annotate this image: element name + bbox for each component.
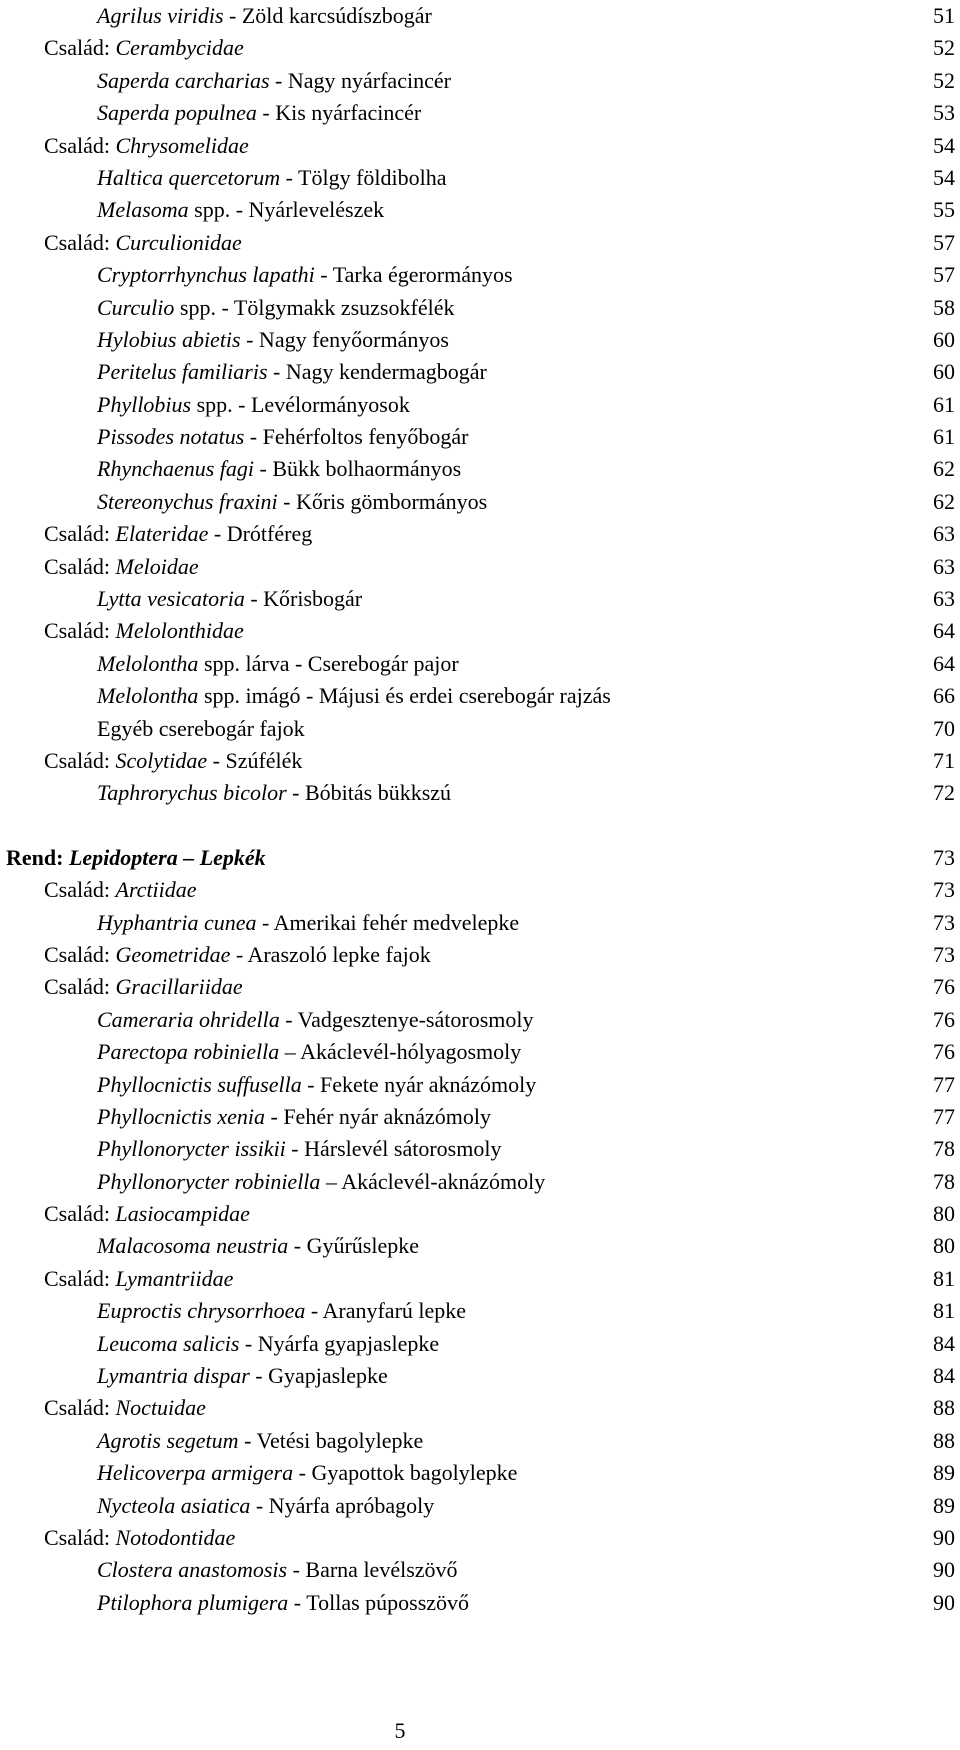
toc-entry-title xyxy=(44,615,244,647)
title-text: - Barna levélszövő xyxy=(287,1557,458,1583)
title-text: - Amerikai fehér medvelepke xyxy=(256,909,520,935)
title-text: Család: xyxy=(44,1524,116,1550)
toc-entry-species[interactable] xyxy=(0,583,960,615)
toc-entry-title xyxy=(97,583,362,615)
scientific-name: Phyllobius xyxy=(97,391,192,417)
title-text: - Araszoló lepke fajok xyxy=(230,941,431,967)
scientific-name: Lepidoptera – Lepkék xyxy=(68,844,266,870)
toc-entry-title xyxy=(44,745,302,777)
toc-entry-species[interactable] xyxy=(0,680,960,712)
toc-entry-species[interactable] xyxy=(0,1101,960,1133)
toc-entry-page-number: 90 xyxy=(933,1557,955,1583)
scientific-name: Saperda populnea xyxy=(97,100,257,126)
toc-entry-species[interactable] xyxy=(0,97,960,129)
title-text: - Tarka égerormányos xyxy=(314,262,513,288)
title-text: Család: xyxy=(44,618,116,644)
scientific-name: Chrysomelidae xyxy=(115,132,249,158)
toc-entry-title xyxy=(97,421,469,453)
toc-entry-title xyxy=(97,648,459,680)
scientific-name: Ptilophora plumigera xyxy=(97,1589,289,1615)
scientific-name: Geometridae xyxy=(115,941,231,967)
title-text: - Hárslevél sátorosmoly xyxy=(285,1136,502,1162)
scientific-name: Hylobius abietis xyxy=(97,326,241,352)
toc-entry-title xyxy=(97,777,451,809)
scientific-name: Hyphantria cunea xyxy=(97,909,257,935)
scientific-name: Agrotis segetum xyxy=(97,1427,239,1453)
title-text: Család: xyxy=(44,877,116,903)
toc-entry-family[interactable] xyxy=(0,32,960,64)
toc-entry-title xyxy=(97,1425,423,1457)
toc-entry-family[interactable] xyxy=(0,551,960,583)
toc-entry-title xyxy=(97,1457,517,1489)
toc-entry-page-number: 88 xyxy=(933,1427,955,1453)
toc-entry-species[interactable] xyxy=(0,1554,960,1586)
toc-entry-family[interactable] xyxy=(0,939,960,971)
toc-entry-family[interactable] xyxy=(0,1198,960,1230)
toc-entry-title xyxy=(44,939,431,971)
title-text: - Zöld karcsúdíszbogár xyxy=(223,3,432,28)
title-text: - Vetési bagolylepke xyxy=(238,1427,424,1453)
toc-entry-page-number: 57 xyxy=(933,229,955,255)
scientific-name: Euproctis chrysorrhoea xyxy=(97,1298,306,1324)
toc-entry-page-number: 90 xyxy=(933,1524,955,1550)
toc-entry-family[interactable] xyxy=(0,971,960,1003)
toc-entry-species[interactable] xyxy=(0,1328,960,1360)
toc-entry-species[interactable] xyxy=(0,1133,960,1165)
toc-entry-page-number: 84 xyxy=(933,1363,955,1389)
toc-entry-page-number: 80 xyxy=(933,1233,955,1259)
toc-entry-title xyxy=(97,1069,536,1101)
toc-entry-page-number: 76 xyxy=(933,1006,955,1032)
toc-entry-title xyxy=(44,874,197,906)
toc-entry-page-number: 77 xyxy=(933,1071,955,1097)
toc-entry-page-number: 73 xyxy=(933,877,955,903)
scientific-name: Cerambycidae xyxy=(115,35,244,61)
toc-entry-title xyxy=(97,324,449,356)
toc-entry-title xyxy=(97,1360,388,1392)
scientific-name: Phyllonorycter robiniella xyxy=(97,1168,321,1194)
title-text: – Akáclevél-aknázómoly xyxy=(320,1168,546,1194)
toc-entry-page-number: 55 xyxy=(933,197,955,223)
toc-entry-page-number: 64 xyxy=(933,618,955,644)
title-text: spp. - Levélormányosok xyxy=(191,391,410,417)
scientific-name: Leucoma salicis xyxy=(97,1330,240,1356)
toc-entry-page-number: 63 xyxy=(933,586,955,612)
toc-entry-page-number: 81 xyxy=(933,1265,955,1291)
toc-entry-species[interactable] xyxy=(0,324,960,356)
title-text: - Szúfélék xyxy=(207,747,303,773)
toc-entry-title xyxy=(97,1166,545,1198)
title-text: - Nagy kendermagbogár xyxy=(267,359,487,385)
toc-entry-page-number: 80 xyxy=(933,1201,955,1227)
page-number: 5 xyxy=(394,1718,406,1743)
toc-entry-page-number: 78 xyxy=(933,1168,955,1194)
toc-entry-title xyxy=(97,97,421,129)
title-text: spp. - Tölgymakk zsuzsokfélék xyxy=(174,294,455,320)
toc-entry-title xyxy=(97,65,451,97)
scientific-name: Scolytidae xyxy=(115,747,208,773)
toc-entry-page-number: 77 xyxy=(933,1103,955,1129)
scientific-name: Nycteola asiatica xyxy=(97,1492,251,1518)
toc-entry-family[interactable] xyxy=(0,1263,960,1295)
toc-entry-title xyxy=(44,1392,206,1424)
toc-entry-page-number: 71 xyxy=(933,747,955,773)
toc-entry-species[interactable] xyxy=(0,453,960,485)
title-text: Család: xyxy=(44,974,116,1000)
toc-entry-title xyxy=(97,1554,458,1586)
scientific-name: Lasiocampidae xyxy=(115,1201,250,1227)
toc-entry-page-number: 84 xyxy=(933,1330,955,1356)
toc-entry-title xyxy=(97,389,410,421)
toc-entry-page-number: 78 xyxy=(933,1136,955,1162)
toc-entry-page-number: 53 xyxy=(933,100,955,126)
title-text: Család: xyxy=(44,553,116,579)
toc-entry-title xyxy=(97,680,611,712)
title-text: Család: xyxy=(44,1395,116,1421)
toc-entry-species[interactable] xyxy=(0,907,960,939)
toc-entry-title xyxy=(97,292,454,324)
title-text: Család: xyxy=(44,941,116,967)
title-text: - Nyárfa gyapjaslepke xyxy=(239,1330,440,1356)
toc-entry-title xyxy=(6,842,266,874)
toc-entry-title xyxy=(97,1004,534,1036)
toc-entry-species[interactable] xyxy=(0,648,960,680)
title-text: - Drótféreg xyxy=(208,521,313,547)
toc-entry-title xyxy=(44,1198,250,1230)
title-text: Család: xyxy=(44,1201,116,1227)
toc-entry-title xyxy=(97,1587,469,1619)
toc-entry-page-number: 89 xyxy=(933,1460,955,1486)
toc-entry-title xyxy=(97,1101,491,1133)
toc-entry-page-number: 52 xyxy=(933,67,955,93)
scientific-name: Curculio xyxy=(97,294,175,320)
toc-entry-title xyxy=(97,1133,501,1165)
toc-entry-page-number: 54 xyxy=(933,132,955,158)
title-text: - Tollas púposszövő xyxy=(288,1589,470,1615)
toc-entry-title xyxy=(97,1295,466,1327)
toc-entry-species[interactable] xyxy=(0,1425,960,1457)
title-text: Család: xyxy=(44,1265,116,1291)
toc-entry-page-number: 51 xyxy=(933,3,955,28)
scientific-name: Parectopa robiniella xyxy=(97,1039,280,1065)
title-text: - Fehér nyár aknázómoly xyxy=(265,1103,492,1129)
toc-entry-species[interactable] xyxy=(0,1036,960,1068)
toc-entry-species[interactable] xyxy=(0,1069,960,1101)
title-text: - Tölgy földibolha xyxy=(280,164,447,190)
title-text: - Nyárfa apróbagoly xyxy=(250,1492,435,1518)
title-text: - Kőrisbogár xyxy=(244,586,363,612)
scientific-name: Phyllocnictis xenia xyxy=(97,1103,265,1129)
title-text: - Kis nyárfacincér xyxy=(256,100,422,126)
title-text: Egyéb cserebogár fajok xyxy=(97,715,305,741)
scientific-name: Lymantriidae xyxy=(115,1265,234,1291)
toc-entry-species[interactable] xyxy=(0,1587,960,1619)
toc-entry-species[interactable] xyxy=(0,162,960,194)
scientific-name: Lymantria dispar xyxy=(97,1363,250,1389)
scientific-name: Agrilus viridis xyxy=(97,3,224,28)
toc-entry-species[interactable] xyxy=(0,713,960,745)
toc-entry-page-number: 60 xyxy=(933,359,955,385)
scientific-name: Saperda carcharias xyxy=(97,67,270,93)
toc-entry-title xyxy=(97,907,519,939)
toc-entry-page-number: 90 xyxy=(933,1589,955,1615)
toc-entry-page-number: 64 xyxy=(933,650,955,676)
toc-entry-order[interactable] xyxy=(0,842,960,874)
scientific-name: Cameraria ohridella xyxy=(97,1006,280,1032)
toc-entry-species[interactable] xyxy=(0,0,960,32)
scientific-name: Melolonthidae xyxy=(115,618,244,644)
scientific-name: Gracillariidae xyxy=(115,974,243,1000)
toc-entry-title xyxy=(97,1328,439,1360)
toc-entry-title xyxy=(44,971,243,1003)
toc-entry-page-number: 58 xyxy=(933,294,955,320)
scientific-name: Rhynchaenus fagi xyxy=(97,456,255,482)
toc-entry-title xyxy=(44,227,242,259)
section-gap xyxy=(0,810,960,842)
title-text: - Gyapjaslepke xyxy=(249,1363,388,1389)
toc-entry-page-number: 62 xyxy=(933,488,955,514)
toc-entry-species[interactable] xyxy=(0,356,960,388)
toc-entry-species[interactable] xyxy=(0,486,960,518)
toc-entry-title xyxy=(97,0,432,32)
toc-entry-species[interactable] xyxy=(0,1360,960,1392)
toc-entry-title xyxy=(44,551,199,583)
scientific-name: Malacosoma neustria xyxy=(97,1233,289,1259)
toc-entry-title xyxy=(44,1263,233,1295)
scientific-name: Phyllonorycter issikii xyxy=(97,1136,286,1162)
toc-entry-page-number: 73 xyxy=(933,844,955,870)
toc-entry-page-number: 57 xyxy=(933,262,955,288)
toc-entry-species[interactable] xyxy=(0,194,960,226)
toc-entry-title xyxy=(97,486,487,518)
title-text: - Fehérfoltos fenyőbogár xyxy=(244,424,469,450)
toc-entry-family[interactable] xyxy=(0,518,960,550)
scientific-name: Lytta vesicatoria xyxy=(97,586,245,612)
toc-entry-page-number: 73 xyxy=(933,941,955,967)
toc-entry-page-number: 89 xyxy=(933,1492,955,1518)
toc-entry-page-number: 70 xyxy=(933,715,955,741)
title-text: - Kőris gömbormányos xyxy=(277,488,488,514)
toc-entry-title xyxy=(97,1490,434,1522)
toc-entry-species[interactable] xyxy=(0,65,960,97)
scientific-name: Clostera anastomosis xyxy=(97,1557,288,1583)
toc-entry-page-number: 61 xyxy=(933,424,955,450)
toc-entry-page-number: 76 xyxy=(933,974,955,1000)
title-text: - Aranyfarú lepke xyxy=(305,1298,467,1324)
scientific-name: Stereonychus fraxini xyxy=(97,488,278,514)
title-text: Család: xyxy=(44,521,116,547)
title-text: - Vadgesztenye-sátorosmoly xyxy=(279,1006,534,1032)
title-text: - Nagy fenyőormányos xyxy=(240,326,449,352)
title-text: Család: xyxy=(44,132,116,158)
toc-entry-page-number: 66 xyxy=(933,683,955,709)
title-text: - Nagy nyárfacincér xyxy=(269,67,451,93)
toc-entry-species[interactable] xyxy=(0,421,960,453)
scientific-name: Haltica quercetorum xyxy=(97,164,281,190)
toc-entry-page-number: 63 xyxy=(933,553,955,579)
toc-entry-page-number: 73 xyxy=(933,909,955,935)
scientific-name: Noctuidae xyxy=(115,1395,206,1421)
toc-entry-title xyxy=(97,194,384,226)
toc-entry-title xyxy=(44,518,312,550)
scientific-name: Phyllocnictis suffusella xyxy=(97,1071,302,1097)
toc-entry-title xyxy=(97,356,487,388)
scientific-name: Melolontha xyxy=(97,650,199,676)
toc-entry-family[interactable] xyxy=(0,745,960,777)
toc-entry-title xyxy=(97,713,305,745)
toc-entry-title xyxy=(97,1230,419,1262)
scientific-name: Peritelus familiaris xyxy=(97,359,268,385)
title-text: - Bóbitás bükkszú xyxy=(286,780,452,806)
toc-entry-title xyxy=(44,32,244,64)
title-text: spp. - Nyárlevelészek xyxy=(188,197,385,223)
toc-entry-species[interactable] xyxy=(0,1490,960,1522)
toc-entry-page-number: 61 xyxy=(933,391,955,417)
toc-entry-family[interactable] xyxy=(0,1392,960,1424)
toc-entry-family[interactable] xyxy=(0,227,960,259)
toc-entry-title xyxy=(44,130,249,162)
toc-entry-title xyxy=(97,259,513,291)
toc-entry-title xyxy=(97,1036,521,1068)
title-text: Család: xyxy=(44,35,116,61)
toc-entry-species[interactable] xyxy=(0,1230,960,1262)
toc-entry-page-number: 72 xyxy=(933,780,955,806)
scientific-name: Meloidae xyxy=(115,553,199,579)
toc-entry-family[interactable] xyxy=(0,615,960,647)
toc-entry-family[interactable] xyxy=(0,874,960,906)
toc-entry-page-number: 81 xyxy=(933,1298,955,1324)
toc-entry-species[interactable] xyxy=(0,777,960,809)
toc-entry-page-number: 62 xyxy=(933,456,955,482)
title-text: - Bükk bolhaormányos xyxy=(254,456,462,482)
scientific-name: Elateridae xyxy=(115,521,209,547)
toc-entry-page-number: 63 xyxy=(933,521,955,547)
toc-entry-page-number: 76 xyxy=(933,1039,955,1065)
toc-entry-species[interactable] xyxy=(0,1295,960,1327)
title-text: - Fekete nyár aknázómoly xyxy=(301,1071,537,1097)
toc-entry-title xyxy=(97,162,447,194)
scientific-name: Notodontidae xyxy=(115,1524,236,1550)
toc-entry-family[interactable] xyxy=(0,130,960,162)
toc-entry-species[interactable] xyxy=(0,1457,960,1489)
toc-entry-page-number: 60 xyxy=(933,326,955,352)
scientific-name: Arctiidae xyxy=(115,877,197,903)
toc-entry-species[interactable] xyxy=(0,1166,960,1198)
title-text: Család: xyxy=(44,747,116,773)
title-text: – Akáclevél-hólyagosmoly xyxy=(279,1039,522,1065)
toc-entry-page-number: 88 xyxy=(933,1395,955,1421)
scientific-name: Taphrorychus bicolor xyxy=(97,780,287,806)
toc-entry-species[interactable] xyxy=(0,259,960,291)
title-text: spp. lárva - Cserebogár pajor xyxy=(198,650,459,676)
scientific-name: Cryptorrhynchus lapathi xyxy=(97,262,315,288)
title-text: spp. imágó - Májusi és erdei cserebogár rajzás xyxy=(198,683,611,709)
title-text: - Gyapottok bagolylepke xyxy=(293,1460,518,1486)
title-text: Rend: xyxy=(6,844,69,870)
scientific-name: Curculionidae xyxy=(115,229,242,255)
toc-entry-page-number: 52 xyxy=(933,35,955,61)
toc-entry-family[interactable] xyxy=(0,1522,960,1554)
toc-entry-title xyxy=(97,453,461,485)
scientific-name: Pissodes notatus xyxy=(97,424,245,450)
scientific-name: Melolontha xyxy=(97,683,199,709)
title-text: Család: xyxy=(44,229,116,255)
scientific-name: Helicoverpa armigera xyxy=(97,1460,294,1486)
scientific-name: Melasoma xyxy=(97,197,189,223)
toc-entry-title xyxy=(44,1522,235,1554)
toc-entry-page-number: 54 xyxy=(933,164,955,190)
toc-entry-species[interactable] xyxy=(0,389,960,421)
toc-entry-species[interactable] xyxy=(0,1004,960,1036)
title-text: - Gyűrűslepke xyxy=(288,1233,420,1259)
toc-entry-species[interactable] xyxy=(0,292,960,324)
